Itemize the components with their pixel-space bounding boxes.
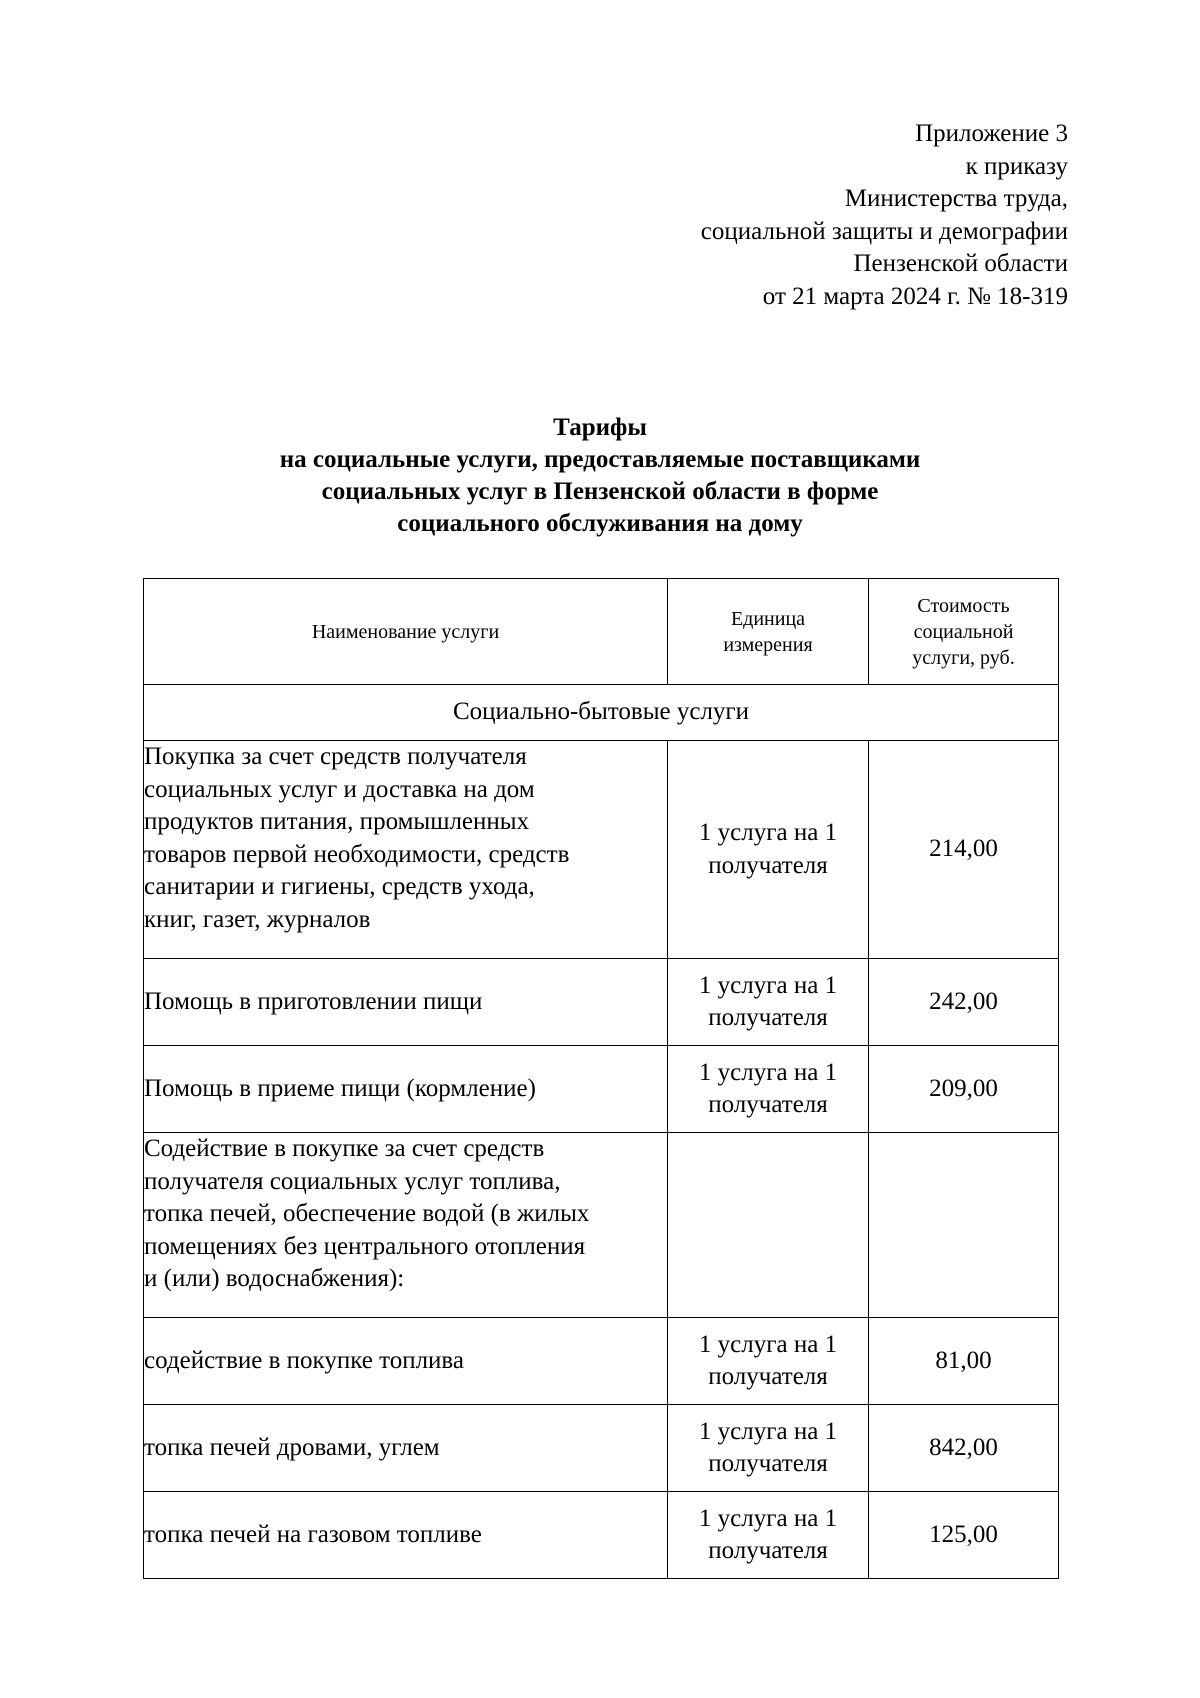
service-name-line: помещениях без центрального отопления	[144, 1232, 586, 1260]
appendix-line: социальной защиты и демографии	[700, 217, 1068, 245]
unit-line: получателя	[708, 1537, 828, 1564]
service-name-line: топка печей дровами, углем	[144, 1433, 440, 1461]
service-name-line: товаров первой необходимости, средств	[144, 840, 570, 868]
table-row	[144, 1492, 1059, 1579]
unit-line: получателя	[708, 851, 828, 879]
service-name-line: топка печей, обеспечение водой (в жилых	[144, 1200, 590, 1227]
unit-cell	[668, 1318, 869, 1405]
unit-line: получателя	[708, 1004, 828, 1031]
document-title	[0, 412, 1200, 540]
service-name	[144, 1046, 668, 1133]
cost-cell	[869, 1133, 1059, 1318]
unit-cell	[668, 1492, 869, 1579]
service-name-line: получателя социальных услуг топлива,	[144, 1167, 561, 1195]
header-cost-line: социальной	[913, 620, 1014, 643]
unit-line: 1 услуга на 1	[698, 819, 838, 846]
header-cost	[869, 579, 1059, 685]
table-row	[144, 959, 1059, 1046]
table-row	[144, 741, 1059, 959]
service-name	[144, 959, 668, 1046]
table-row	[144, 1318, 1059, 1405]
service-name-line: содействие в покупке топлива	[144, 1346, 464, 1374]
unit-line: получателя	[708, 1363, 828, 1390]
service-name-line: продуктов питания, промышленных	[144, 808, 530, 835]
unit-line: 1 услуга на 1	[698, 1417, 838, 1445]
service-name	[144, 1318, 668, 1405]
cost-cell: 125,00	[869, 1492, 1059, 1579]
unit-line: 1 услуга на 1	[698, 1330, 838, 1358]
unit-line: получателя	[708, 1450, 828, 1477]
service-name-line: и (или) водоснабжения):	[144, 1265, 405, 1292]
service-name-line: санитарии и гигиены, средств ухода,	[144, 873, 535, 900]
appendix-line: Пензенской области	[853, 250, 1068, 277]
unit-cell	[668, 1046, 869, 1133]
appendix-line: Министерства труда,	[844, 185, 1068, 212]
section-title: Социально-бытовые услуги	[144, 685, 1059, 741]
unit-cell	[668, 1133, 869, 1318]
unit-line: 1 услуга на 1	[698, 971, 838, 999]
cost-cell: 209,00	[869, 1046, 1059, 1133]
title-line: социальных услуг в Пензенской области в форме	[321, 478, 879, 505]
service-name	[144, 1133, 668, 1318]
cost-cell: 81,00	[869, 1318, 1059, 1405]
service-name-line: социальных услуг и доставка на дом	[144, 775, 535, 803]
title-line: Тарифы	[553, 414, 647, 441]
title-line: на социальные услуги, предоставляемые поставщиками	[279, 446, 921, 473]
table-header-row	[144, 579, 1059, 685]
service-name-line: Покупка за счет средств получателя	[144, 743, 527, 770]
unit-line: 1 услуга на 1	[698, 1058, 838, 1086]
unit-cell	[668, 741, 869, 959]
service-name-line: Помощь в приеме пищи (кормление)	[144, 1074, 536, 1102]
service-name	[144, 741, 668, 959]
table-row	[144, 1405, 1059, 1492]
service-name-line: топка печей на газовом топливе	[144, 1520, 482, 1548]
appendix-line: от 21 марта 2024 г. № 18-319	[762, 282, 1068, 310]
table-row	[144, 1046, 1059, 1133]
service-name	[144, 1492, 668, 1579]
service-name-line: Содействие в покупке за счет средств	[144, 1135, 545, 1162]
header-cost-line: Стоимость	[917, 594, 1010, 617]
header-unit	[668, 579, 869, 685]
service-name-line: Помощь в приготовлении пищи	[144, 987, 483, 1015]
header-service-name-text: Наименование услуги	[311, 620, 500, 643]
cost-cell: 842,00	[869, 1405, 1059, 1492]
table-row	[144, 1133, 1059, 1318]
header-cost-line: услуги, руб.	[912, 646, 1015, 669]
cost-cell: 242,00	[869, 959, 1059, 1046]
appendix-header	[701, 118, 1068, 313]
header-service-name	[144, 579, 668, 685]
unit-cell	[668, 1405, 869, 1492]
unit-line: 1 услуга на 1	[698, 1504, 838, 1532]
service-name-line: книг, газет, журналов	[144, 905, 371, 933]
header-unit-line: Единица	[730, 607, 806, 630]
header-unit-line: измерения	[723, 633, 813, 656]
section-row	[144, 685, 1059, 741]
service-name	[144, 1405, 668, 1492]
appendix-line: к приказу	[965, 152, 1068, 180]
unit-cell	[668, 959, 869, 1046]
cost-cell: 214,00	[869, 741, 1059, 959]
appendix-line: Приложение 3	[915, 120, 1068, 147]
title-line: социального обслуживания на дому	[397, 510, 803, 537]
tariffs-table	[143, 578, 1059, 1579]
unit-line: получателя	[708, 1091, 828, 1118]
